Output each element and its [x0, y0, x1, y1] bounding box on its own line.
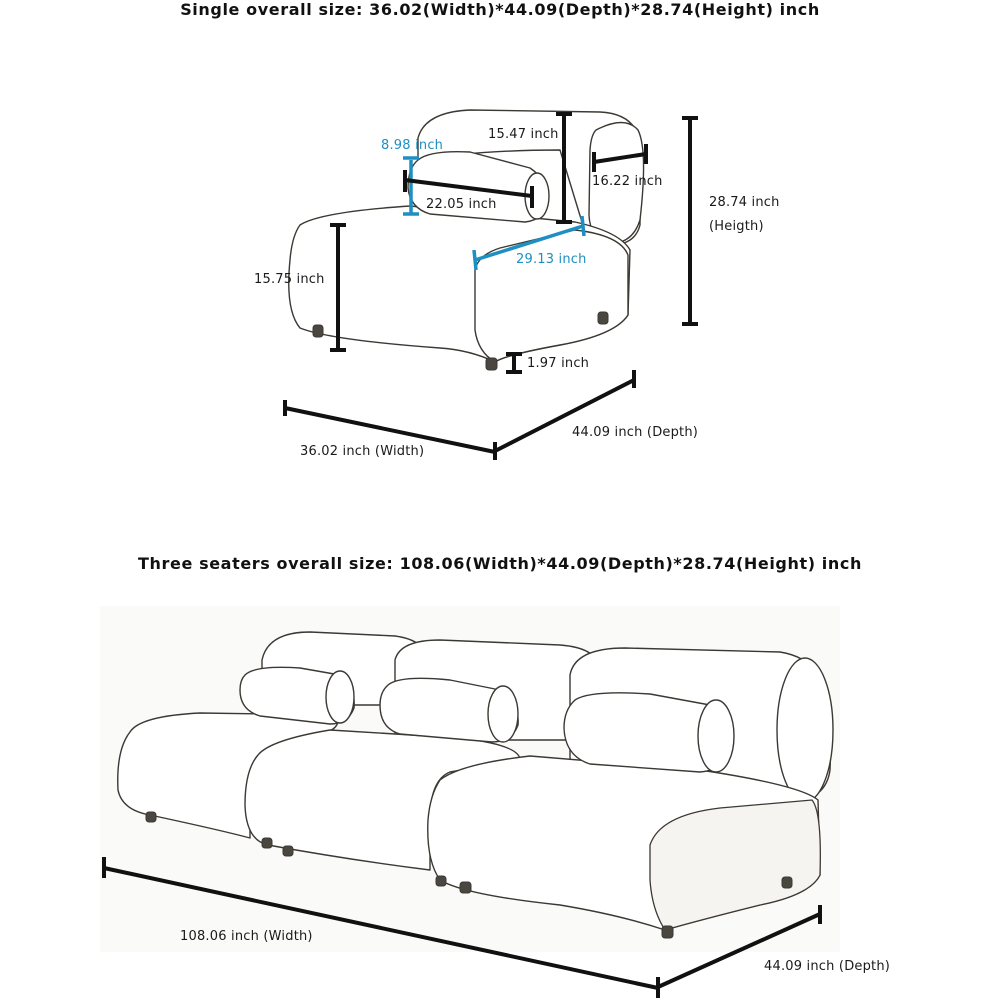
- pillow-height-label: 8.98 inch: [381, 138, 444, 153]
- single-foot: [486, 358, 497, 370]
- three-seater-drawing: [100, 606, 840, 952]
- seat-depth-cap: [474, 250, 476, 270]
- three-width-label: 108.06 inch (Width): [180, 929, 313, 944]
- pillow-middle-end: [488, 686, 518, 742]
- pillow-length-label: 22.05 inch: [426, 197, 497, 212]
- three-seater-foot: [460, 882, 471, 893]
- back-height-label: 15.47 inch: [488, 127, 559, 142]
- three-seater-foot: [782, 877, 792, 888]
- leg-height-label: 1.97 inch: [527, 356, 590, 371]
- three-seater-foot: [146, 812, 156, 822]
- single-foot: [598, 312, 608, 324]
- seat-height-label: 15.75 inch: [254, 272, 325, 287]
- single-seat-front: [475, 230, 628, 362]
- total-height-label: 28.74 inch: [709, 195, 780, 210]
- single-depth-line: [495, 380, 634, 451]
- back-depth-label: 16.22 inch: [592, 174, 663, 189]
- three-seater-foot: [662, 926, 673, 938]
- seat-depth-cap: [582, 216, 584, 236]
- pillow-right-end: [698, 700, 734, 772]
- seat-depth-label: 29.13 inch: [516, 252, 587, 267]
- backrest-right-roll: [777, 658, 833, 802]
- single-chair-drawing: [289, 110, 644, 370]
- three-seater-size-title: Three seaters overall size: 108.06(Width)*44.09(Depth)*28.74(Height) inch: [138, 554, 862, 573]
- three-seater-foot: [436, 876, 446, 886]
- single-size-title: Single overall size: 36.02(Width)*44.09(Depth)*28.74(Height) inch: [180, 0, 820, 19]
- pillow-left-end: [326, 671, 354, 723]
- single-width-label: 36.02 inch (Width): [300, 444, 425, 459]
- three-seater-foot: [262, 838, 272, 848]
- single-depth-label: 44.09 inch (Depth): [572, 425, 699, 440]
- single-foot: [313, 325, 323, 337]
- three-seater-foot: [283, 846, 293, 856]
- three-depth-label: 44.09 inch (Depth): [764, 959, 891, 974]
- total-height-word-label: (Heigth): [709, 219, 764, 234]
